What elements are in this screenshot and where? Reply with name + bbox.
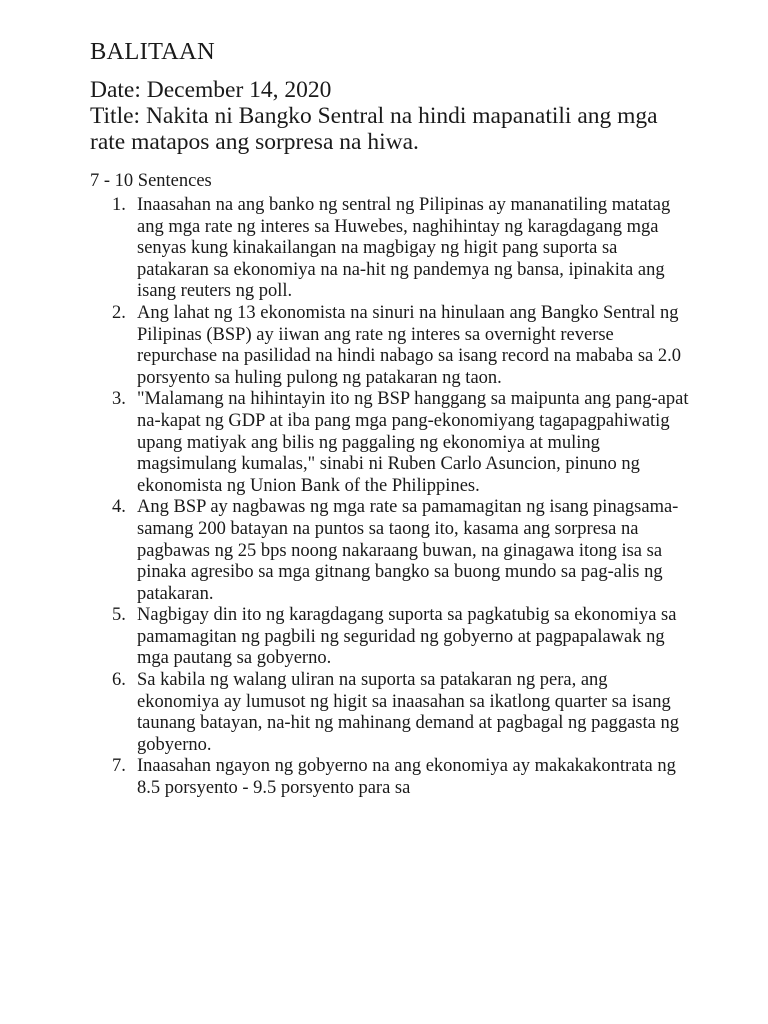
list-item-text: Nagbigay din ito ng karagdagang suporta sa pagkatubig sa ekonomiya sa pamamagitan ng pagbili ng seguridad ng gobyerno at pagpapalawak ng mga pautang sa gobyerno. xyxy=(137,605,677,669)
list-item xyxy=(90,303,690,389)
list-item-number: 5. xyxy=(112,605,126,626)
sentence-list xyxy=(90,195,690,800)
list-item-text: "Malamang na hihintayin ito ng BSP hanggang sa maipunta ang pang-apat na-kapat ng GDP at iba pang mga pang-ekonomiyang tagapagpahiwatig upang matiyak ang bilis ng paggaling ng ekonomiya at muling magsimulang kumalas," sinabi ni Ruben Carlo Asuncion, pinuno ng ekonomista ng Union Bank of the Philippines. xyxy=(137,389,689,496)
list-item xyxy=(90,756,690,799)
list-item-text: Ang BSP ay nagbawas ng mga rate sa pamamagitan ng isang pinagsama-samang 200 batayan na puntos sa taong ito, kasama ang sorpresa na pagbawas ng 25 bps noong nakaraang buwan, na ginagawa itong isa sa pinaka agresibo sa mga gitnang bangko sa buong mundo sa pag-alis ng patakaran. xyxy=(137,497,679,604)
article-meta xyxy=(90,77,690,155)
list-item xyxy=(90,389,690,497)
list-item-text: Inaasahan na ang banko ng sentral ng Pilipinas ay mananatiling matatag ang mga rate ng interes sa Huwebes, naghihintay ng karagdagang mga senyas kung kinakailangan na magbigay ng higit pang suporta sa patakaran sa ekonomiya na na-hit ng pandemya ng bansa, ipinakita ang isang reuters ng poll. xyxy=(137,195,671,302)
document-heading: BALITAAN xyxy=(90,38,215,65)
list-item xyxy=(90,497,690,605)
list-item-text: Inaasahan ngayon ng gobyerno na ang ekonomiya ay makakakontrata ng 8.5 porsyento - 9.5 porsyento para sa xyxy=(137,756,676,799)
list-item-text: Sa kabila ng walang uliran na suporta sa patakaran ng pera, ang ekonomiya ay lumusot ng higit sa inaasahan sa ikatlong quarter sa isang taunang batayan, na-hit ng mahinang demand at pagbagal ng paggasta ng gobyerno. xyxy=(137,670,679,755)
list-item xyxy=(90,195,690,303)
list-item-number: 1. xyxy=(112,195,126,215)
list-item-number: 6. xyxy=(112,670,126,691)
list-item xyxy=(90,605,690,670)
list-item-text: Ang lahat ng 13 ekonomista na sinuri na hinulaan ang Bangko Sentral ng Pilipinas (BSP) ay iiwan ang rate ng interes sa overnight reverse repurchase na pasilidad na hindi nabago sa isang record na mababa sa 2.0 porsyento sa huling pulong ng patakaran ng taon. xyxy=(137,302,682,388)
title-line: Title: Nakita ni Bangko Sentral na hindi mapanatili ang mga rate matapos ang sorpresa na hiwa. xyxy=(90,103,658,155)
list-item-number: 4. xyxy=(112,497,126,518)
list-item-number: 3. xyxy=(112,389,126,410)
list-item-number: 7. xyxy=(112,756,126,777)
date-line: Date: December 14, 2020 xyxy=(90,77,332,103)
list-item-number: 2. xyxy=(112,302,126,323)
section-label: 7 - 10 Sentences xyxy=(90,171,212,191)
list-item xyxy=(90,670,690,756)
